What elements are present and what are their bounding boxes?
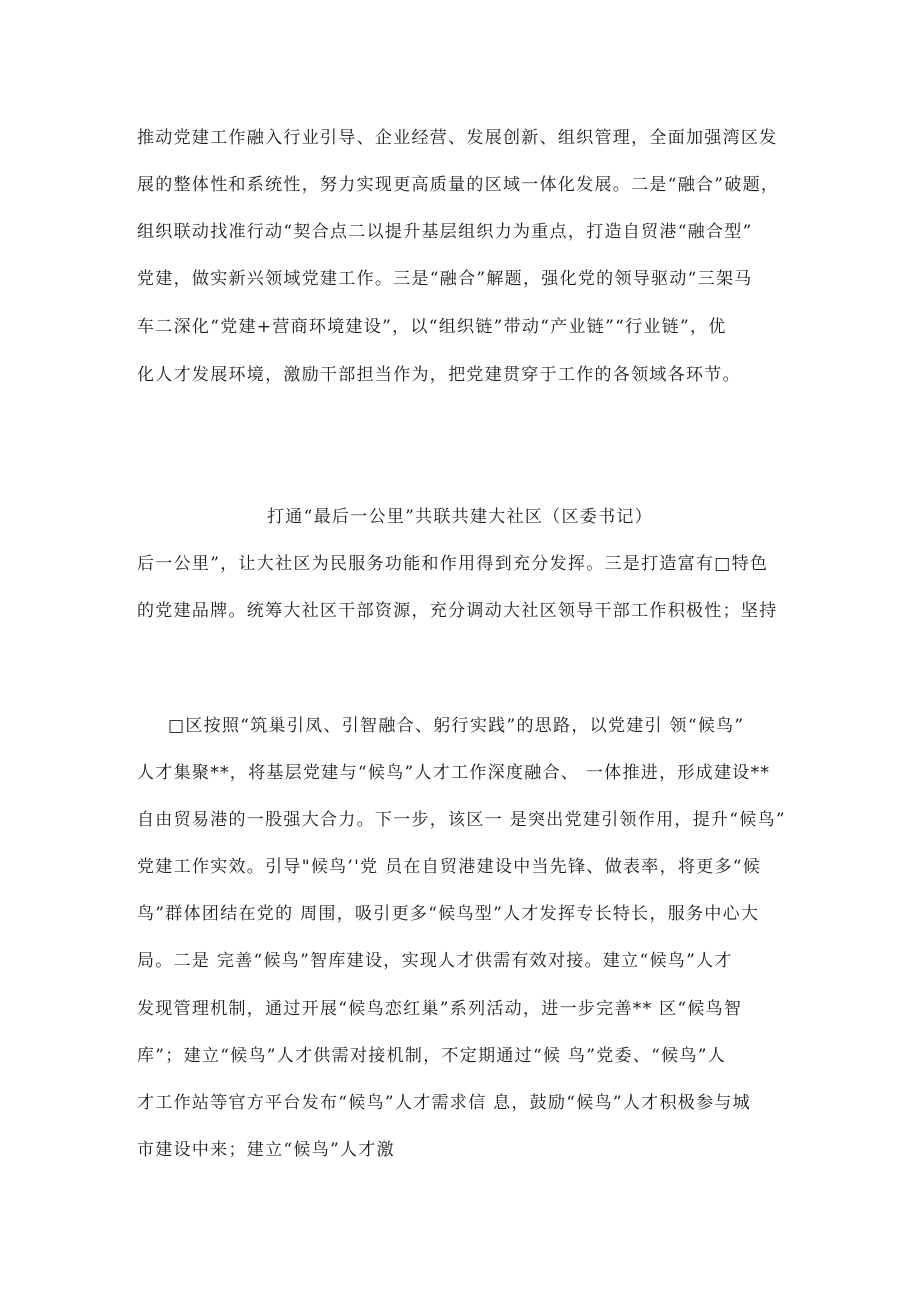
paragraph-line: 市建设中来；建立“候鸟”人才激 [137,1140,395,1160]
paragraph-line: 推动党建工作融入行业引导、企业经营、发展创新、组织管理，全面加强湾区发 [137,128,778,148]
paragraph-line: 库”；建立“候鸟”人才供需对接机制，不定期通过“候 鸟”党委、“候鸟”人 [137,1046,727,1066]
paragraph-line: 的党建品牌。统筹大社区干部资源，充分调动大社区领导干部工作积极性；坚持 [137,601,778,621]
paragraph-line: 党建，做实新兴领域党建工作。三是“融合”解题，强化党的领导驱动“三架马 [137,269,753,289]
paragraph-line: 发现管理机制，通过开展“候鸟恋红巢”系列活动，进一步完善** 区“候鸟智 [137,999,743,1019]
paragraph-line: 才工作站等官方平台发布“候鸟”人才需求信 息，鼓励“候鸟”人才积极参与城 [137,1093,751,1113]
paragraph-line: □区按照“筑巢引凤、引智融合、躬行实践”的思路，以党建引 领“候鸟” [168,716,745,736]
paragraph-line: 后一公里”，让大社区为民服务功能和作用得到充分发挥。三是打造富有□特色 [137,554,769,574]
paragraph-line: 自由贸易港的一股强大合力。下一步，该区一 是突出党建引领作用，提升“候鸟” [137,810,786,830]
paragraph-line: 党建工作实效。引导"候鸟’'党 员在自贸港建设中当先锋、做表率，将更多“候 [137,857,762,877]
paragraph-line: 车二深化“党建+营商环境建设”，以“组织链”带动“产业链”“行业链”，优 [137,317,727,337]
paragraph-line: 局。二是 完善“候鸟”智库建设，实现人才供需有效对接。建立“候鸟”人才 [137,951,733,971]
paragraph-line: 人才集聚**，将基层党建与“候鸟”人才工作深度融合、 一体推进，形成建设** [137,763,771,783]
paragraph-line: 化人才发展环境，激励干部担当作为，把党建贯穿于工作的各领域各环节。 [137,365,741,385]
paragraph-line: 组织联动找准行动“契合点二以提升基层组织力为重点，打造自贸港“融合型” [137,222,753,242]
paragraph-line: 展的整体性和系统性，努力实现更高质量的区域一体化发展。二是“融合”破题， [137,175,780,195]
section-title: 打通“最后一公里”共联共建大社区（区委书记） [267,507,653,527]
paragraph-line: 鸟”群体团结在党的 周围，吸引更多“候鸟型”人才发挥专长特长，服务中心大 [137,904,760,924]
